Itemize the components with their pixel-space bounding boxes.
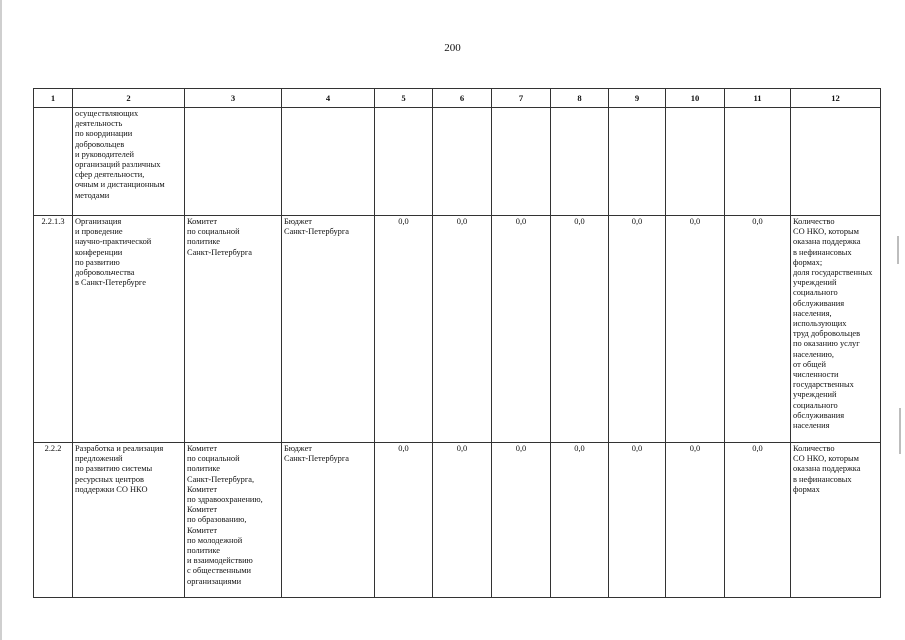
funding-value-cell [433, 108, 492, 216]
cell-text-line: Комитет [187, 484, 218, 494]
cell-text-line: формах; [793, 257, 823, 267]
funding-value-cell [666, 443, 725, 598]
page-number: 200 [444, 42, 461, 54]
cell-text-line: сфер деятельности, [75, 170, 145, 180]
cell-text-line: деятельность [75, 119, 123, 129]
cell-text-line: труд добровольцев [793, 329, 861, 339]
executor-cell [185, 108, 282, 216]
header-cell: 7 [492, 89, 551, 108]
cell-text-line: в Санкт-Петербурге [75, 278, 146, 288]
header-cell: 9 [609, 89, 666, 108]
cell-text-line: оказана поддержка [793, 237, 861, 247]
funding-value-cell [609, 216, 666, 443]
cell-text-line: политике [187, 464, 220, 474]
indicator-cell [791, 216, 881, 443]
executor-cell [185, 443, 282, 598]
row-number-cell [34, 216, 73, 443]
cell-text-line: с общественными [187, 566, 252, 576]
cell-text-line: населению, [793, 349, 834, 359]
cell-text-line: от общей [793, 359, 826, 369]
cell-text-line: по социальной [187, 454, 240, 464]
cell-text-line: и руководителей [75, 149, 135, 159]
header-cell: 5 [375, 89, 433, 108]
cell-text-line: по развитию системы [75, 464, 153, 474]
funding-value-cell [375, 443, 433, 598]
cell-text-line: очным и дистанционным [75, 180, 165, 190]
cell-text-line: СО НКО, которым [793, 454, 859, 464]
funding-value: 0,0 [574, 217, 585, 226]
cell-text-line: по координации [75, 129, 133, 139]
funding-value-cell [725, 443, 791, 598]
funding-value-cell [666, 216, 725, 443]
cell-text-line: конференции [75, 247, 123, 257]
scan-mark [897, 236, 899, 264]
funding-value-cell [375, 216, 433, 443]
cell-text-line: и взаимодействию [187, 556, 253, 566]
cell-text-line: Комитет [187, 217, 218, 226]
cell-text-line: по оказанию услуг [793, 339, 860, 349]
cell-text-line: социального [793, 288, 838, 298]
cell-text-line: по образованию, [187, 515, 247, 525]
header-cell: 12 [791, 89, 881, 108]
header-row [34, 89, 881, 108]
scan-mark [899, 408, 901, 454]
row-number-cell [34, 108, 73, 216]
funding-value-cell [433, 216, 492, 443]
cell-text-line: добровольцев [75, 139, 125, 149]
cell-text-line: СО НКО, которым [793, 227, 859, 237]
cell-text-line: по социальной [187, 227, 240, 237]
cell-text-line: Санкт-Петербурга [187, 247, 252, 257]
funding-value-cell [375, 108, 433, 216]
cell-text-line: предложений [75, 454, 123, 464]
funding-value: 0,0 [398, 217, 409, 226]
header-cell: 8 [551, 89, 609, 108]
cell-text-line: организациями [187, 576, 242, 586]
funding-source-cell [282, 443, 375, 598]
cell-text-line: доля государственных [793, 268, 873, 278]
cell-text-line: Бюджет [284, 444, 312, 453]
funding-value: 0,0 [515, 444, 527, 453]
funding-value: 0,0 [515, 217, 527, 226]
cell-text-line: политике [187, 546, 220, 556]
header-cell: 6 [433, 89, 492, 108]
header-cell: 1 [34, 89, 73, 108]
cell-text-line: учреждений [793, 390, 837, 400]
cell-text-line: государственных [793, 380, 854, 390]
cell-text-line: методами [75, 190, 110, 200]
table-row [34, 108, 881, 216]
cell-text-line: Количество [793, 444, 835, 453]
header-cell: 4 [282, 89, 375, 108]
funding-source-cell [282, 108, 375, 216]
header-cell: 3 [185, 89, 282, 108]
funding-value-cell [725, 108, 791, 216]
funding-value-cell [609, 108, 666, 216]
program-table [33, 88, 881, 598]
funding-value: 0,0 [398, 444, 409, 453]
row-number: 2.2.1.3 [41, 217, 65, 226]
cell-text-line: добровольчества [75, 268, 135, 278]
indicator-cell [791, 443, 881, 598]
cell-text-line: Комитет [187, 505, 218, 515]
cell-text-line: в нефинансовых [793, 474, 852, 484]
funding-value: 0,0 [689, 444, 701, 453]
cell-text-line: в нефинансовых [793, 247, 852, 257]
cell-text-line: по развитию [75, 257, 120, 267]
funding-value-cell [433, 443, 492, 598]
funding-value: 0,0 [689, 217, 701, 226]
cell-text-line: Комитет [187, 525, 218, 535]
cell-text-line: ресурсных центров [75, 474, 144, 484]
cell-text-line: оказана поддержка [793, 464, 861, 474]
row-number-cell [34, 443, 73, 598]
activity-name-cell [73, 216, 185, 443]
funding-value-cell [666, 108, 725, 216]
cell-text-line: Санкт-Петербурга, [187, 474, 255, 484]
activity-name-cell [73, 443, 185, 598]
cell-text-line: Санкт-Петербурга [284, 454, 349, 464]
cell-text-line: научно-практической [75, 237, 152, 247]
header-cell: 2 [73, 89, 185, 108]
cell-text-line: населения [793, 421, 830, 431]
cell-text-line: Организация [75, 217, 122, 226]
cell-text-line: численности [793, 370, 839, 380]
funding-value-cell [492, 108, 551, 216]
cell-text-line: использующих [793, 319, 847, 329]
cell-text-line: Бюджет [284, 217, 312, 226]
funding-value-cell [551, 108, 609, 216]
cell-text-line: учреждений [793, 278, 837, 288]
funding-value-cell [725, 216, 791, 443]
cell-text-line: Количество [793, 217, 835, 226]
header-cell: 11 [725, 89, 791, 108]
cell-text-line: организаций различных [75, 160, 161, 170]
funding-value-cell [492, 443, 551, 598]
funding-value: 0,0 [456, 217, 468, 226]
cell-text-line: социального [793, 400, 838, 410]
header-cell: 10 [666, 89, 725, 108]
funding-value: 0,0 [631, 217, 643, 226]
cell-text-line: обслуживания [793, 298, 845, 308]
cell-text-line: по здравоохранению, [187, 495, 263, 505]
cell-text-line: обслуживания [793, 410, 845, 420]
cell-text-line: формах [793, 484, 820, 494]
activity-name-cell [73, 108, 185, 216]
funding-value: 0,0 [752, 217, 763, 226]
table-row [34, 443, 881, 598]
cell-text-line: Комитет [187, 444, 218, 453]
funding-value: 0,0 [631, 444, 643, 453]
cell-text-line: Санкт-Петербурга [284, 227, 349, 237]
cell-text-line: по молодежной [187, 535, 243, 545]
funding-source-cell [282, 216, 375, 443]
cell-text-line: осуществляющих [75, 109, 139, 118]
indicator-cell [791, 108, 881, 216]
cell-text-line: поддержки СО НКО [75, 484, 148, 494]
cell-text-line: населения, [793, 308, 832, 318]
funding-value-cell [551, 443, 609, 598]
funding-value: 0,0 [574, 444, 585, 453]
funding-value-cell [492, 216, 551, 443]
table-row [34, 216, 881, 443]
scan-edge [0, 0, 2, 640]
cell-text-line: и проведение [75, 227, 123, 237]
funding-value-cell [609, 443, 666, 598]
funding-value-cell [551, 216, 609, 443]
cell-text-line: Разработка и реализация [75, 444, 164, 453]
funding-value: 0,0 [456, 444, 468, 453]
funding-value: 0,0 [752, 444, 763, 453]
cell-text-line: политике [187, 237, 220, 247]
executor-cell [185, 216, 282, 443]
row-number: 2.2.2 [44, 444, 62, 453]
